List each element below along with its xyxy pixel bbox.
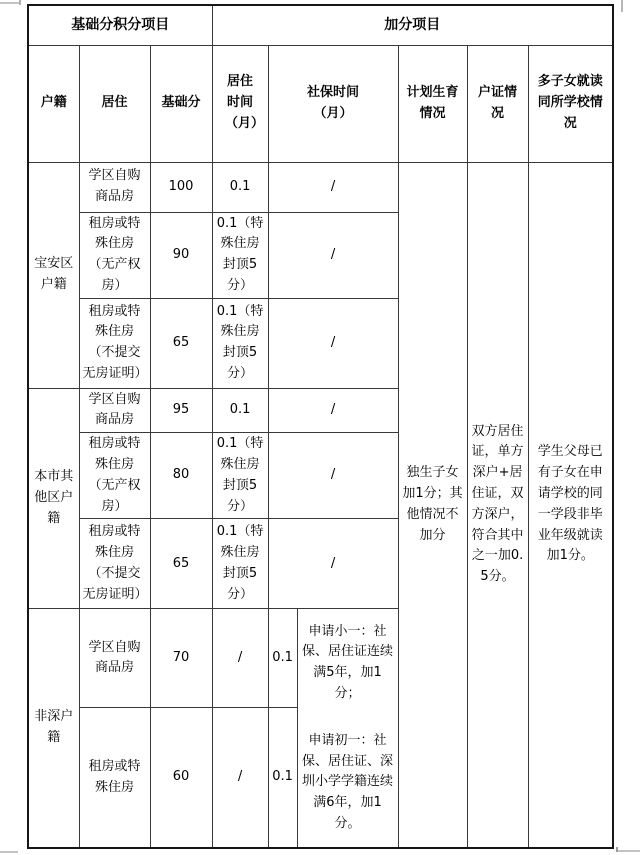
cell-residence: 租房或特殊住房 <box>79 708 150 848</box>
group-non-shenzhen: 非深户籍 <box>28 609 79 848</box>
cell-social-time: / <box>268 162 398 212</box>
header-columns-row <box>28 45 613 162</box>
social-note-junior: 申请初一：社保、居住证、深圳小学学籍连续满6年，加1分。 <box>302 732 394 831</box>
cell-social-time: / <box>268 298 398 388</box>
cell-residence: 学区自购商品房 <box>79 388 150 433</box>
cell-social-note <box>297 609 398 848</box>
header-bonus-group: 加分项目 <box>212 5 613 45</box>
header-residence: 居住 <box>79 45 150 162</box>
social-note-primary: 申请小一：社保、居住证连续满5年，加1分； <box>302 623 394 702</box>
page-edge-artifact-top-left <box>0 2 20 4</box>
header-basic-score: 基础分 <box>150 45 212 162</box>
cell-social-time: / <box>268 212 398 298</box>
cell-basic-score: 90 <box>150 212 212 298</box>
page-edge-artifact-bottom-right-corner <box>616 847 618 852</box>
cell-social-time: / <box>268 433 398 519</box>
cell-basic-score: 65 <box>150 298 212 388</box>
cell-residence-time: 0.1（特殊住房封顶5分） <box>212 433 268 519</box>
cell-basic-score: 70 <box>150 609 212 708</box>
cell-residence-time: / <box>212 609 268 708</box>
page-edge-artifact-top-right <box>621 0 623 12</box>
cell-basic-score: 60 <box>150 708 212 848</box>
cell-residence: 租房或特殊住房（不提交无房证明） <box>79 519 150 609</box>
cell-basic-score: 80 <box>150 433 212 519</box>
cell-residence-time: 0.1（特殊住房封顶5分） <box>212 519 268 609</box>
cell-residence: 租房或特殊住房（无产权房） <box>79 212 150 298</box>
cell-residence-time: 0.1 <box>212 162 268 212</box>
points-table <box>27 4 614 849</box>
cell-residence-time: 0.1（特殊住房封顶5分） <box>212 298 268 388</box>
cell-cert: 双方居住证，单方深户+居住证，双方深户，符合其中之一加0.5分。 <box>467 162 528 848</box>
table-row <box>28 162 613 212</box>
cell-social-rate: 0.1 <box>268 708 297 848</box>
header-basic-group: 基础分积分项目 <box>28 5 212 45</box>
cell-residence: 学区自购商品房 <box>79 162 150 212</box>
cell-residence-time: 0.1 <box>212 388 268 433</box>
header-multi-child: 多子女就读同所学校情况 <box>528 45 613 162</box>
cell-basic-score: 100 <box>150 162 212 212</box>
cell-multi-child: 学生父母已有子女在申请学校的同一学段非毕业年级就读加1分。 <box>528 162 613 848</box>
header-hukou: 户籍 <box>28 45 79 162</box>
header-family-planning: 计划生育情况 <box>398 45 467 162</box>
page-edge-artifact-top-left-corner <box>19 0 21 5</box>
cell-social-time: / <box>268 519 398 609</box>
group-baoan: 宝安区户籍 <box>28 162 79 388</box>
cell-residence: 租房或特殊住房（无产权房） <box>79 433 150 519</box>
cell-basic-score: 65 <box>150 519 212 609</box>
header-group-row <box>28 5 613 45</box>
cell-family-planning: 独生子女加1分；其他情况不加分 <box>398 162 467 848</box>
group-other-district: 本市其他区户籍 <box>28 388 79 609</box>
cell-residence: 学区自购商品房 <box>79 609 150 708</box>
header-residence-time: 居住时间（月） <box>212 45 268 162</box>
cell-residence: 租房或特殊住房（不提交无房证明） <box>79 298 150 388</box>
cell-social-time: / <box>268 388 398 433</box>
header-social-time: 社保时间（月） <box>268 45 398 162</box>
header-cert: 户证情况 <box>467 45 528 162</box>
cell-social-rate: 0.1 <box>268 609 297 708</box>
cell-basic-score: 95 <box>150 388 212 433</box>
page-edge-artifact-bottom-right <box>616 850 640 852</box>
cell-residence-time: / <box>212 708 268 848</box>
cell-residence-time: 0.1（特殊住房封顶5分） <box>212 212 268 298</box>
page-edge-artifact-bottom-left <box>0 851 18 853</box>
